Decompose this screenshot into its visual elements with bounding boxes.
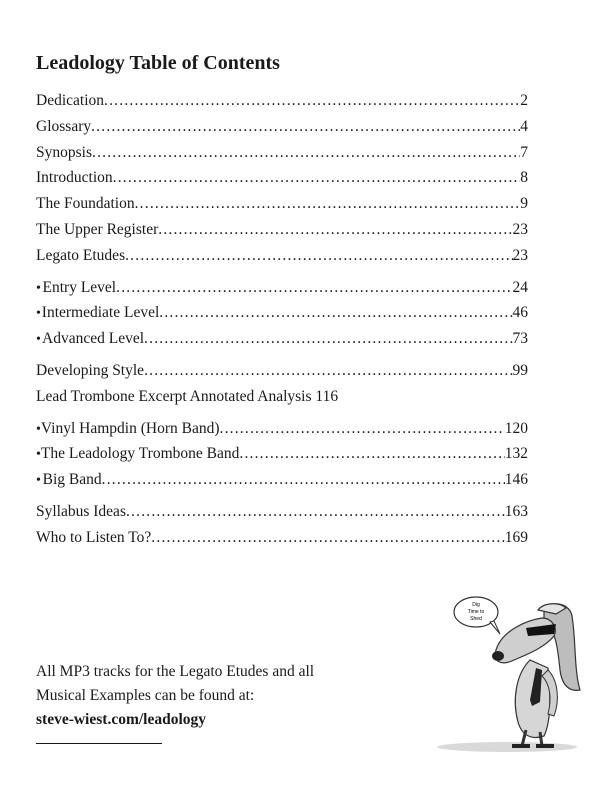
dot-leader (92, 144, 520, 162)
dot-leader (91, 118, 520, 136)
toc-row-intermediate-level (36, 304, 528, 330)
bubble-text-line-2: Time to (467, 609, 485, 615)
toc-page: 120 (504, 419, 528, 437)
toc-page: 169 (504, 528, 528, 546)
website-link[interactable]: steve-wiest.com/leadology (36, 711, 207, 728)
toc-page: 132 (504, 445, 528, 463)
note-line-2: Musical Examples can be found at: (36, 687, 255, 704)
toc-label: Entry Level (42, 278, 117, 296)
dot-leader (125, 247, 512, 265)
toc-label: Big Band (42, 471, 102, 489)
dot-leader (151, 529, 504, 547)
toc-row-foundation (36, 195, 528, 221)
page-title: Leadology Table of Contents (36, 52, 280, 74)
toc-row-legato-etudes (36, 247, 528, 273)
toc-page: 146 (504, 471, 528, 489)
toc-label: The Upper Register (36, 220, 159, 238)
bullet: • (36, 306, 41, 322)
toc-row-developing-style (36, 362, 528, 388)
dot-leader (239, 445, 504, 463)
toc-page: 4 (520, 117, 528, 135)
toc-row-excerpt-analysis (36, 388, 528, 414)
bubble-text-line-3: Shed (470, 616, 482, 622)
toc-row-advanced-level (36, 330, 528, 356)
toc-page: 2 (520, 92, 528, 109)
bullet: • (36, 280, 41, 296)
toc-page: 9 (520, 195, 528, 213)
toc-page: 46 (512, 304, 528, 322)
toc-page: 23 (512, 220, 528, 238)
toc-row-vinyl-hampdin (36, 420, 528, 446)
toc-label: Developing Style (36, 361, 145, 379)
toc-page: 99 (512, 361, 528, 379)
bullet: • (36, 447, 41, 463)
ground-shadow (437, 742, 577, 752)
dot-leader (144, 330, 512, 348)
bullet: • (36, 473, 41, 489)
toc-label: Legato Etudes (36, 246, 126, 264)
dot-leader (102, 471, 505, 489)
toc-label: Introduction (36, 169, 113, 187)
toc-label: Dedication (36, 92, 105, 109)
toc-row-dedication (36, 92, 528, 118)
toc-page: 23 (512, 246, 528, 264)
toc-label: Syllabus Ideas (36, 502, 126, 520)
toc-label: Intermediate Level (41, 304, 160, 322)
toc-row-who-to-listen-to (36, 529, 528, 555)
toc-label: Advanced Level (42, 330, 145, 348)
dot-leader (135, 195, 521, 213)
toc-row-big-band (36, 471, 528, 497)
toc-page: 73 (512, 330, 528, 348)
trombonist-cartoon-illustration (432, 590, 582, 755)
bullet: • (36, 421, 41, 437)
dot-leader (116, 279, 512, 297)
dot-leader (113, 169, 521, 187)
toc-label: Vinyl Hampdin (Horn Band) (40, 419, 220, 437)
toc-row-introduction (36, 169, 528, 195)
toc-label: Synopsis (36, 143, 92, 161)
toc-row-upper-register (36, 221, 528, 247)
toc-row-trombone-band (36, 445, 528, 471)
toc-page: 163 (504, 502, 528, 520)
toc-page: 8 (520, 169, 528, 187)
toc-label: The Foundation (36, 195, 135, 213)
toc-row-syllabus-ideas (36, 503, 528, 529)
toc-label: Glossary (36, 117, 92, 135)
dot-leader (144, 362, 512, 380)
toc-label: Lead Trombone Excerpt Annotated Analysis 116 (36, 387, 339, 405)
toc-page: 24 (512, 278, 528, 296)
toc-page: 7 (520, 143, 528, 161)
dot-leader (104, 92, 520, 110)
bubble-text-line-1: Dig (472, 602, 480, 608)
dot-leader (158, 221, 512, 239)
table-of-contents (36, 92, 528, 555)
speech-bubble-tail (490, 621, 500, 634)
footnote-rule (36, 743, 162, 744)
toc-row-glossary (36, 118, 528, 144)
head-icon (495, 618, 555, 663)
toc-row-synopsis (36, 144, 528, 170)
bullet: • (36, 332, 41, 348)
nose-icon (492, 651, 504, 661)
note-line-1: All MP3 tracks for the Legato Etudes and all (36, 663, 315, 680)
dot-leader (159, 304, 512, 322)
dot-leader (220, 420, 505, 438)
mp3-note (36, 660, 314, 732)
toc-label: Who to Listen To? (36, 528, 152, 546)
toc-row-entry-level (36, 279, 528, 305)
toc-label: The Leadology Trombone Band (40, 445, 240, 463)
dot-leader (126, 503, 505, 521)
